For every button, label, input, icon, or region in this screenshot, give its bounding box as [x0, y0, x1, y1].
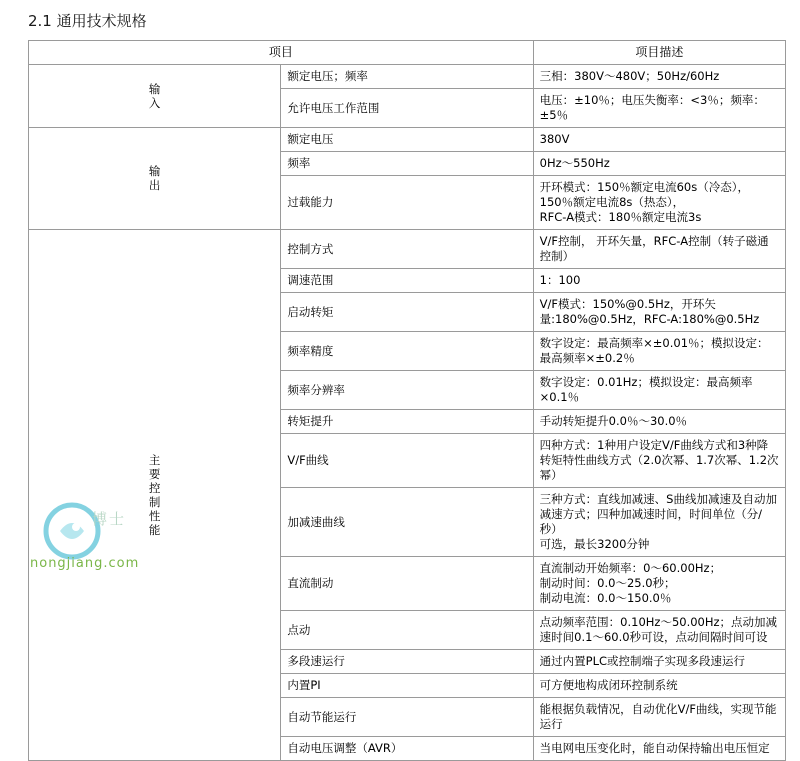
- watermark-url-text: nongjiang.com: [30, 556, 140, 571]
- row-description: [533, 230, 785, 269]
- row-item: 额定电压: [281, 128, 533, 152]
- group-label-input-text: 输入: [148, 81, 161, 110]
- row-description: [533, 128, 785, 152]
- group-label-output: [29, 128, 281, 230]
- row-description: [533, 557, 785, 611]
- row-item: 过载能力: [281, 176, 533, 230]
- row-description: [533, 674, 785, 698]
- row-item: 频率精度: [281, 332, 533, 371]
- column-header-item: 项目: [29, 41, 534, 65]
- desc-line: 0Hz～550Hz: [539, 156, 610, 170]
- row-description: [533, 65, 785, 89]
- desc-line: 1：100: [539, 273, 581, 287]
- row-description: [533, 371, 785, 410]
- desc-line: 数字设定：最高频率×±0.01％；模拟设定：最高频率×±0.2％: [539, 336, 769, 365]
- desc-line: 可方便地构成闭环控制系统: [539, 678, 678, 692]
- table-row: [29, 128, 786, 152]
- group-label-input: [29, 65, 281, 128]
- row-description: [533, 293, 785, 332]
- row-item: 允许电压工作范围: [281, 89, 533, 128]
- desc-line: 四种方式：1种用户设定V/F曲线方式和3种降转矩特性曲线方式（2.0次幂、1.7次幂、1.2次幂）: [539, 438, 779, 482]
- row-description: [533, 650, 785, 674]
- page-title: 2.1 通用技术规格: [28, 12, 147, 30]
- row-description: [533, 176, 785, 230]
- row-description: [533, 611, 785, 650]
- desc-line: 直流制动开始频率：0～60.00Hz；: [539, 561, 722, 575]
- row-item: 频率: [281, 152, 533, 176]
- row-description: [533, 410, 785, 434]
- table-header-row: [29, 41, 786, 65]
- table-row: [29, 230, 786, 269]
- desc-line: 制动电流：0.0～150.0％: [539, 591, 672, 605]
- desc-line: 当电网电压变化时，能自动保持输出电压恒定: [539, 741, 770, 755]
- desc-line: 开环模式：150％额定电流60s（冷态），150％额定电流8s（热态），: [539, 180, 749, 209]
- row-description: [533, 269, 785, 293]
- row-description: [533, 698, 785, 737]
- spec-table: [28, 40, 786, 761]
- desc-line: 制动时间：0.0～25.0秒；: [539, 576, 676, 590]
- row-item: 多段速运行: [281, 650, 533, 674]
- row-item: 控制方式: [281, 230, 533, 269]
- row-item: 点动: [281, 611, 533, 650]
- column-header-description: 项目描述: [533, 41, 785, 65]
- row-item: 自动节能运行: [281, 698, 533, 737]
- desc-line: 380V: [539, 132, 570, 146]
- row-description: [533, 434, 785, 488]
- row-item: 加减速曲线: [281, 488, 533, 557]
- row-item: 额定电压；频率: [281, 65, 533, 89]
- desc-line: 三种方式：直线加减速、S曲线加减速及自动加减速方式；四种加减速时间，时间单位（分/秒）: [539, 492, 777, 536]
- watermark-cn-text: 博士: [92, 510, 127, 528]
- row-description: [533, 332, 785, 371]
- row-item: 直流制动: [281, 557, 533, 611]
- row-description: [533, 737, 785, 761]
- desc-line: 能根据负载情况，自动优化V/F曲线，实现节能运行: [539, 702, 777, 731]
- desc-line: 三相：380V～480V；50Hz/60Hz: [539, 69, 720, 83]
- desc-line: 手动转矩提升0.0％～30.0％: [539, 414, 688, 428]
- row-item: 频率分辨率: [281, 371, 533, 410]
- row-description: [533, 89, 785, 128]
- row-description: [533, 488, 785, 557]
- group-label-main-control-text: 主要控制性能: [148, 452, 161, 537]
- desc-line: 通过内置PLC或控制端子实现多段速运行: [539, 654, 746, 668]
- desc-line: 电压：±10％；电压失衡率：<3％；频率：±5％: [539, 93, 765, 122]
- desc-line: RFC-A模式：180％额定电流3s: [539, 210, 702, 224]
- group-label-main-control: [29, 230, 281, 761]
- row-item: V/F曲线: [281, 434, 533, 488]
- desc-line: 点动频率范围：0.10Hz～50.00Hz；点动加减速时间0.1～60.0秒可设，点动间隔时间可设: [539, 615, 778, 644]
- row-item: 启动转矩: [281, 293, 533, 332]
- group-label-output-text: 输出: [148, 164, 161, 192]
- desc-line: 数字设定：0.01Hz；模拟设定：最高频率×0.1％: [539, 375, 753, 404]
- table-row: [29, 65, 786, 89]
- row-item: 调速范围: [281, 269, 533, 293]
- desc-line: V/F控制， 开环矢量，RFC-A控制（转子磁通控制）: [539, 234, 769, 263]
- row-item: 自动电压调整（AVR）: [281, 737, 533, 761]
- desc-line: V/F模式：150%@0.5Hz，开环矢量:180%@0.5Hz，RFC-A:180%@0.5Hz: [539, 297, 760, 326]
- row-item: 内置PI: [281, 674, 533, 698]
- row-item: 转矩提升: [281, 410, 533, 434]
- desc-line: 可选，最长3200分钟: [539, 537, 650, 551]
- row-description: [533, 152, 785, 176]
